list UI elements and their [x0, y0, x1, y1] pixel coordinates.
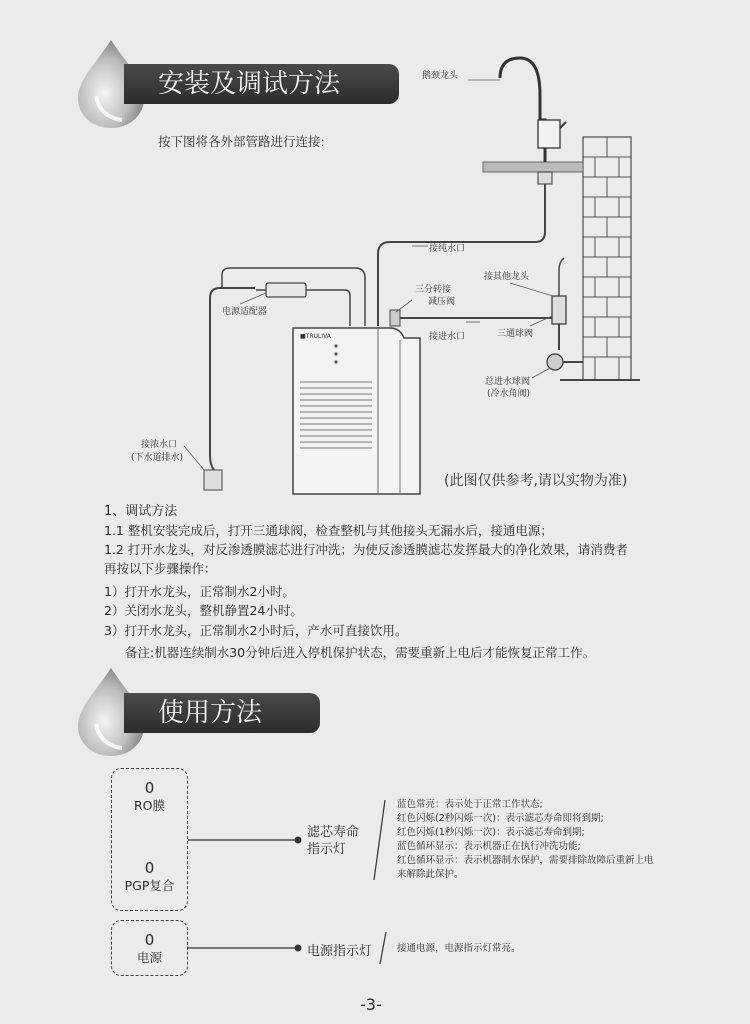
machine-brand: ■TRULIVA [300, 333, 331, 340]
ro-label: RO膜 [133, 798, 166, 813]
power-lamp-label: 电源指示灯 [307, 944, 373, 959]
label-gooseneck-faucet: 鹅颈龙头 [422, 71, 459, 81]
label-drain: 接浓水口 [141, 440, 178, 450]
label-tee: 三分转接 [415, 285, 452, 295]
section-title-usage: 使用方法 [124, 693, 320, 733]
label-reducer: 减压阀 [428, 297, 456, 307]
label-inlet: 接进水口 [429, 332, 466, 342]
debug-sub-3: 3）打开水龙头，正常制水2小时后，产水可直接饮用。 [104, 623, 408, 638]
label-three-way-valve: 三通球阀 [497, 329, 534, 339]
debug-sub-2: 2）关闭水龙头，整机静置24小时。 [104, 603, 303, 618]
legend-line: 红色闪烁(2秒闪烁一次)：表示滤芯寿命即将到期; [397, 813, 604, 824]
pgp-indicator-light: 0 [144, 859, 155, 877]
purifier-machine [293, 328, 420, 494]
filter-lamp-label [307, 824, 359, 858]
legend-line: 红色闪烁(1秒闪烁一次)：表示滤芯寿命到期; [397, 827, 585, 838]
ro-indicator-light: 0 [144, 779, 155, 797]
installation-diagram [0, 0, 750, 500]
legend-line: 红色循环显示：表示机器制水保护，需要排除故障后重新上电 [397, 855, 654, 866]
label-drain-note: (下水道排水) [131, 453, 184, 463]
debug-step-1-2: 1.2 打开水龙头，对反渗透膜滤芯进行冲洗；为使反渗透膜滤芯发挥最大的净化效果，请消费者 [104, 542, 628, 557]
filter-lamp-label-line2: 指示灯 [307, 842, 347, 857]
legend-line: 蓝色循环显示：表示机器正在执行冲洗功能; [397, 841, 581, 852]
debug-heading: 1、调试方法 [104, 504, 178, 519]
pgp-label: PGP复合 [124, 878, 175, 893]
diagram-note: (此图仅供参考,请以实物为准) [444, 473, 628, 489]
power-lamp-desc: 接通电源，电源指示灯常亮。 [397, 943, 521, 954]
install-intro: 按下图将各外部管路进行连接: [158, 134, 325, 149]
power-indicator-light: 0 [144, 931, 155, 949]
legend-line: 蓝色常亮：表示处于正常工作状态; [397, 799, 543, 810]
label-other-faucet: 接其他龙头 [484, 272, 530, 282]
label-angle-valve: (冷水角阀) [487, 389, 531, 399]
label-main-valve: 总进水球阀 [485, 377, 531, 387]
debug-step-1-2-cont: 再按以下步骤操作： [104, 561, 217, 576]
debug-remark: 备注:机器连续制水30分钟后进入停机保护状态，需要重新上电后才能恢复正常工作。 [125, 645, 596, 660]
debug-step-1-1: 1.1 整机安装完成后，打开三通球阀，检查整机与其他接头无漏水后，接通电源； [104, 523, 553, 538]
section-title-install: 安装及调试方法 [124, 64, 399, 104]
debug-sub-1: 1）打开水龙头，正常制水2小时。 [104, 584, 295, 599]
label-power-adapter: 电源适配器 [222, 307, 268, 317]
filter-status-legend [397, 798, 654, 882]
page-number: -3- [360, 995, 382, 1014]
power-label: 电源 [136, 950, 162, 965]
filter-lamp-label-line1: 滤芯寿命 [307, 825, 360, 840]
label-pure-water-port: 接纯水口 [429, 244, 466, 254]
legend-line: 来解除此保护。 [397, 869, 464, 880]
